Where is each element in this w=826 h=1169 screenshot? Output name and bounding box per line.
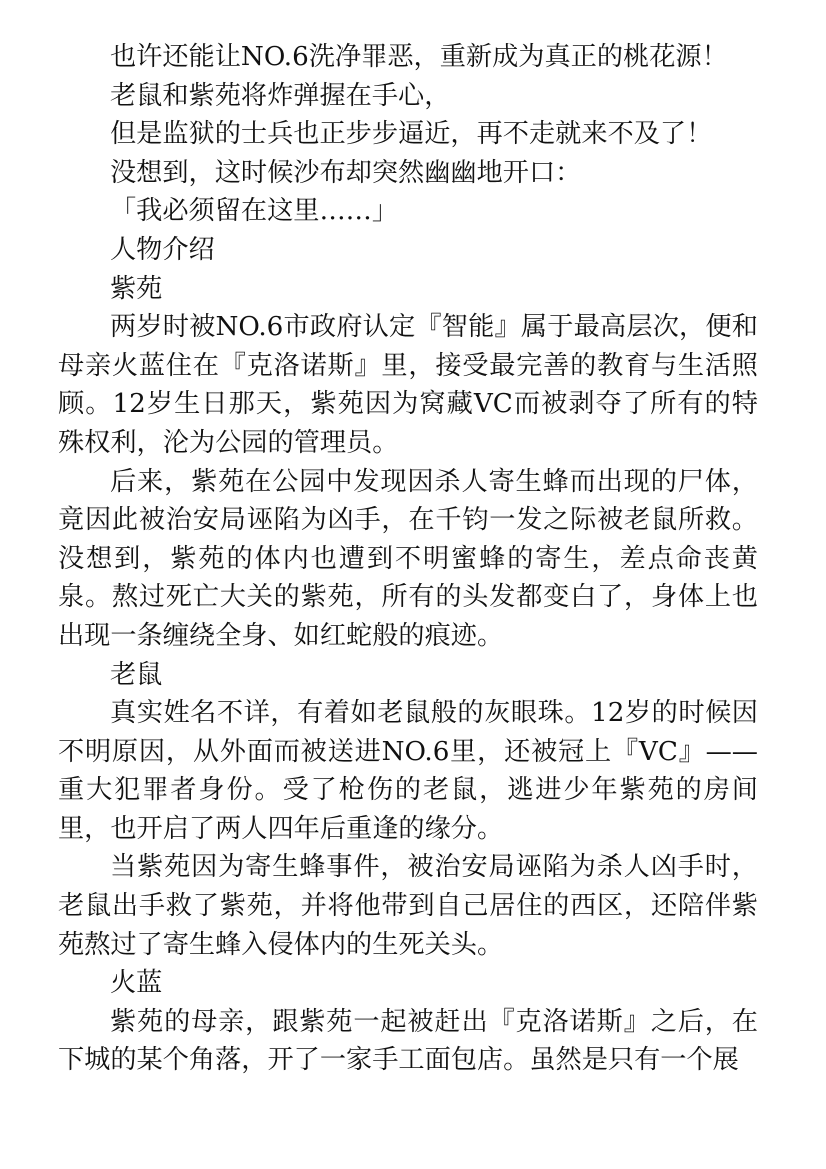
text-line: 没想到，这时候沙布却突然幽幽地开口： — [110, 157, 582, 188]
quote-line: 「我必须留在这里……」 — [110, 196, 399, 227]
paragraph-ziyuan-2: 后来，紫苑在公园中发现因杀人寄生蜂而出现的尸体，竟因此被治安局诬陷为凶手，在千钧一发之际被老鼠所救。没想到，紫苑的体内也遭到不明蜜蜂的寄生，差点命丧黄泉。熬过死亡大关的紫苑，所有的头发都变白了，身体上也出现一条缠绕全身、如红蛇般的痕迹。 — [58, 466, 758, 651]
paragraph-laoshu-2: 当紫苑因为寄生蜂事件，被治安局诬陷为杀人凶手时，老鼠出手救了紫苑，并将他带到自己居住的西区，还陪伴紫苑熬过了寄生蜂入侵体内的生死关头。 — [58, 852, 758, 960]
character-heading-huolan: 火蓝 — [110, 968, 163, 999]
paragraph-laoshu-1: 真实姓名不详，有着如老鼠般的灰眼珠。12岁的时候因不明原因，从外面而被送进NO.6里，还被冠上『VC』——重大犯罪者身份。受了枪伤的老鼠，逃进少年紫苑的房间里，也开启了两人四年后重逢的缘分。 — [58, 698, 758, 844]
document-page — [58, 38, 758, 1080]
text-line: 也许还能让NO.6洗净罪恶，重新成为真正的桃花源！ — [110, 42, 728, 72]
character-heading-laoshu: 老鼠 — [110, 659, 163, 690]
paragraph-ziyuan-1: 两岁时被NO.6市政府认定『智能』属于最高层次，便和母亲火蓝住在『克洛诺斯』里，接受最完善的教育与生活照顾。12岁生日那天，紫苑因为窝藏VC而被剥夺了所有的特殊权利，沦为公园的管理员。 — [58, 312, 758, 458]
section-heading: 人物介绍 — [110, 234, 215, 265]
text-line: 老鼠和紫苑将炸弹握在手心， — [110, 80, 451, 111]
character-heading-ziyuan: 紫苑 — [110, 273, 163, 304]
paragraph-huolan-1: 紫苑的母亲，跟紫苑一起被赶出『克洛诺斯』之后，在下城的某个角落，开了一家手工面包店。虽然是只有一个展 — [58, 1006, 758, 1076]
text-line: 但是监狱的士兵也正步步逼近，再不走就来不及了！ — [110, 119, 713, 150]
